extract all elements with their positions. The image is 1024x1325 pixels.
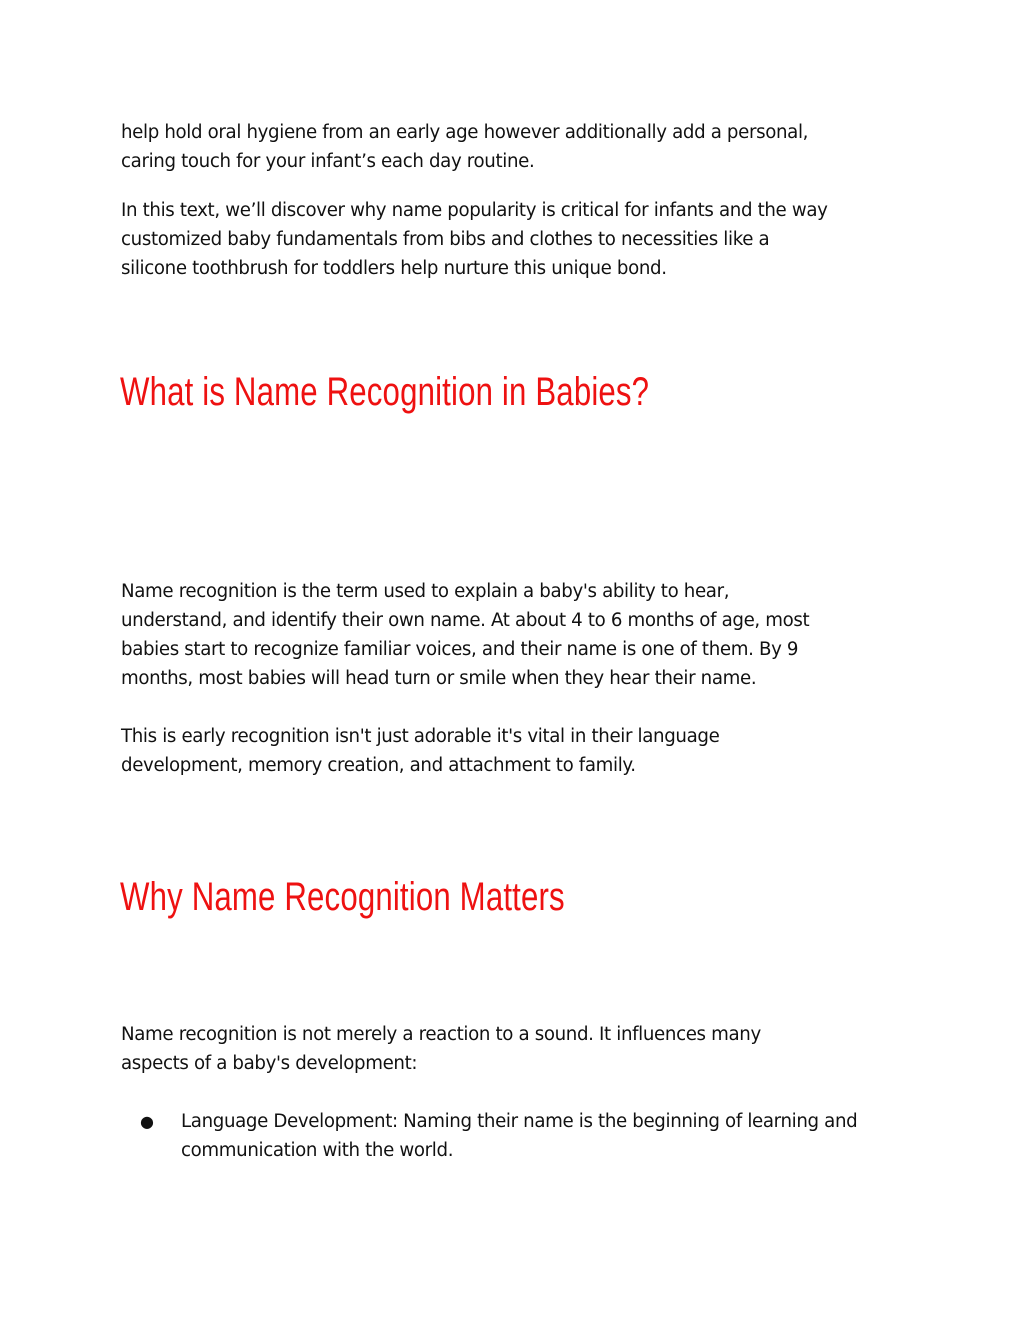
bullet-list bbox=[121, 1107, 911, 1165]
section-2-paragraph-1: Name recognition is not merely a reaction to a sound. It influences many aspects of a baby's development: bbox=[121, 1024, 761, 1074]
intro-paragraph-1: help hold oral hygiene from an early age however additionally add a personal, caring touch for your infant’s each day routine. bbox=[121, 122, 809, 172]
bullet-text: Language Development: Naming their name is the beginning of learning and communication with the world. bbox=[181, 1111, 858, 1161]
list-item bbox=[121, 1107, 911, 1165]
section-heading-why-matters: Why Name Recognition Matters bbox=[120, 875, 565, 919]
section-1-paragraph-1: Name recognition is the term used to explain a baby's ability to hear, understand, and identify their own name. At about 4 to 6 months of age, most babies start to recognize familiar voices, and their name is one of them. By 9 months, most babies will head turn or smile when they hear their name. bbox=[121, 581, 810, 689]
bullet-dot-icon: ● bbox=[140, 1112, 154, 1131]
intro-paragraph-2: In this text, we’ll discover why name popularity is critical for infants and the way customized baby fundamentals from bibs and clothes to necessities like a silicone toothbrush for toddlers help nurture this unique bond. bbox=[121, 200, 828, 279]
section-heading-name-recognition: What is Name Recognition in Babies? bbox=[120, 370, 650, 414]
section-1-paragraph-2: This is early recognition isn't just adorable it's vital in their language development, memory creation, and attachment to family. bbox=[121, 726, 720, 776]
